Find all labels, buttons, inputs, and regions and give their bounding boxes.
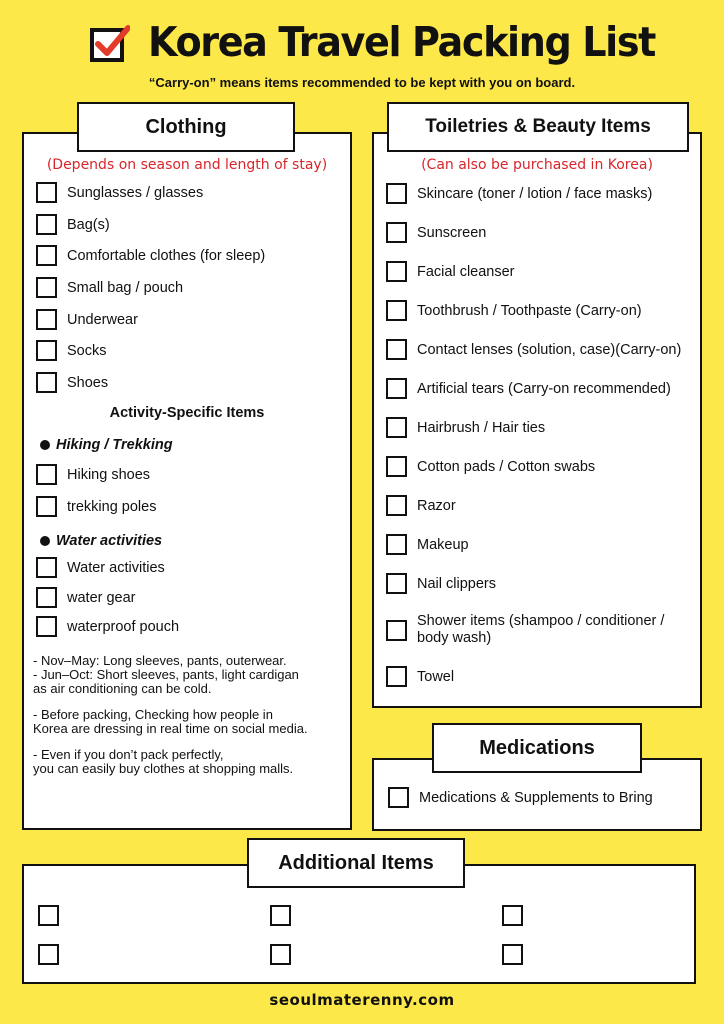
checkbox[interactable] [386, 261, 407, 282]
checklist-item[interactable]: Water activities [36, 557, 165, 578]
activity-heading: Activity-Specific Items [109, 405, 265, 421]
checkbox[interactable] [36, 309, 57, 330]
checkbox[interactable] [386, 300, 407, 321]
checklist-item[interactable]: trekking poles [36, 496, 156, 517]
checklist-item[interactable]: Contact lenses (solution, case)(Carry-on) [386, 339, 681, 360]
bullet-icon [40, 536, 50, 546]
checkbox[interactable] [36, 616, 57, 637]
checkbox[interactable] [36, 557, 57, 578]
page-subtitle: “Carry-on” means items recommended to be kept with you on board. [148, 75, 576, 90]
checkbox[interactable] [386, 183, 407, 204]
checkbox[interactable] [38, 944, 59, 965]
checklist-item[interactable]: Socks [36, 340, 107, 361]
checklist-item[interactable]: Small bag / pouch [36, 277, 183, 298]
checkbox[interactable] [36, 496, 57, 517]
checklist-item[interactable]: Sunglasses / glasses [36, 182, 203, 203]
checklist-item[interactable]: Razor [386, 495, 456, 516]
checkbox[interactable] [386, 378, 407, 399]
checkbox[interactable] [386, 573, 407, 594]
checklist-item[interactable]: Facial cleanser [386, 261, 515, 282]
checkbox[interactable] [386, 456, 407, 477]
checkbox[interactable] [36, 245, 57, 266]
checkbox[interactable] [36, 587, 57, 608]
checklist-item[interactable]: Makeup [386, 534, 469, 555]
checklist-item[interactable]: Cotton pads / Cotton swabs [386, 456, 595, 477]
checkbox-check-icon [90, 24, 130, 64]
checkbox[interactable] [386, 222, 407, 243]
checklist-item[interactable]: Shoes [36, 372, 108, 393]
checkbox[interactable] [386, 495, 407, 516]
checkbox[interactable] [386, 534, 407, 555]
checkbox[interactable] [36, 182, 57, 203]
checkbox[interactable] [386, 666, 407, 687]
checkbox[interactable] [386, 339, 407, 360]
toiletries-heading: Toiletries & Beauty Items [387, 102, 689, 152]
clothing-tip: - Even if you don’t pack perfectly, you can easily buy clothes at shopping malls. [33, 747, 294, 776]
checkbox[interactable] [36, 372, 57, 393]
checklist-item[interactable]: Nail clippers [386, 573, 496, 594]
water-heading: Water activities [40, 533, 162, 549]
toiletries-note: (Can also be purchased in Korea) [421, 157, 653, 173]
medications-heading: Medications [432, 723, 642, 773]
checkbox[interactable] [36, 214, 57, 235]
checklist-item[interactable]: Underwear [36, 309, 138, 330]
checklist-item[interactable]: Bag(s) [36, 214, 110, 235]
checkbox[interactable] [36, 464, 57, 485]
checkbox[interactable] [36, 340, 57, 361]
clothing-note: (Depends on season and length of stay) [46, 157, 328, 173]
checklist-item[interactable]: waterproof pouch [36, 616, 179, 637]
checkbox[interactable] [270, 905, 291, 926]
checklist-item[interactable]: Toothbrush / Toothpaste (Carry-on) [386, 300, 642, 321]
checkbox[interactable] [502, 944, 523, 965]
clothing-tip: - Nov–May: Long sleeves, pants, outerwear. - Jun–Oct: Short sleeves, pants, light cardigan as air conditioning can be cold. [33, 653, 299, 696]
checkbox[interactable] [38, 905, 59, 926]
checklist-item[interactable]: Hiking shoes [36, 464, 150, 485]
checkbox[interactable] [386, 417, 407, 438]
checklist-item[interactable]: Artificial tears (Carry-on recommended) [386, 378, 671, 399]
page-title: Korea Travel Packing List [148, 18, 655, 66]
checklist-item[interactable]: Towel [386, 666, 454, 687]
additional-heading: Additional Items [247, 838, 465, 888]
checklist-item[interactable]: Shower items (shampoo / conditioner / body wash) [386, 613, 664, 647]
checkbox[interactable] [502, 905, 523, 926]
checklist-item[interactable]: Medications & Supplements to Bring [388, 787, 653, 808]
checkbox[interactable] [386, 620, 407, 641]
header [0, 14, 724, 76]
clothing-heading: Clothing [77, 102, 295, 152]
checklist-item[interactable]: Skincare (toner / lotion / face masks) [386, 183, 652, 204]
checkbox[interactable] [270, 944, 291, 965]
hiking-heading: Hiking / Trekking [40, 437, 173, 453]
footer-website: seoulmaterenny.com [269, 991, 455, 1009]
clothing-tip: - Before packing, Checking how people in Korea are dressing in real time on social media. [33, 707, 308, 736]
bullet-icon [40, 440, 50, 450]
checklist-item[interactable]: Sunscreen [386, 222, 486, 243]
checklist-item[interactable]: Comfortable clothes (for sleep) [36, 245, 265, 266]
checkbox[interactable] [388, 787, 409, 808]
checklist-item[interactable]: water gear [36, 587, 136, 608]
checklist-item[interactable]: Hairbrush / Hair ties [386, 417, 545, 438]
checkbox[interactable] [36, 277, 57, 298]
